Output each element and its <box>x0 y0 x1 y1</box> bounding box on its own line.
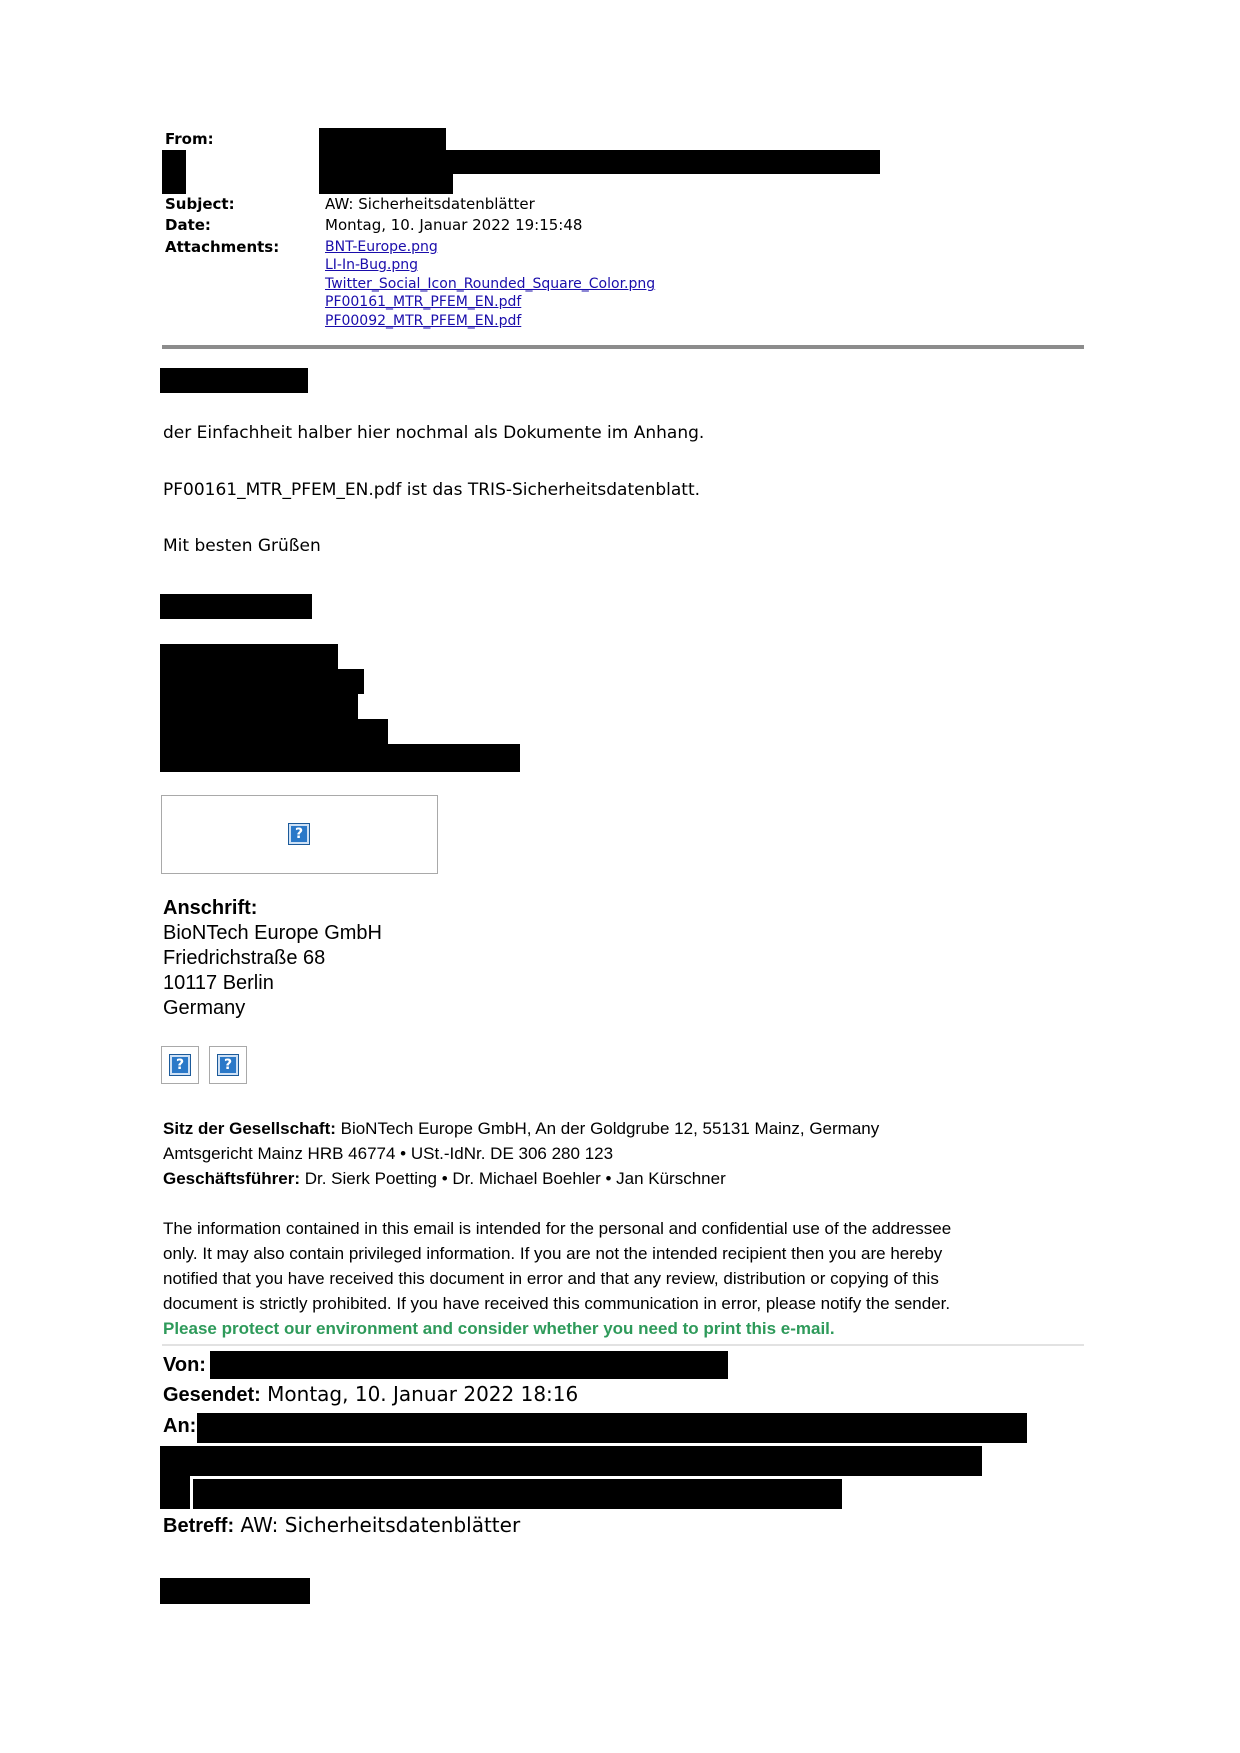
von-label: Von: <box>163 1354 206 1376</box>
redacted-block <box>160 669 364 694</box>
an-row <box>163 1413 196 1438</box>
attachments-label: Attachments: <box>165 238 280 256</box>
redacted-greeting <box>160 368 308 393</box>
gesendet-label: Gesendet: <box>163 1384 261 1406</box>
broken-image-icon: ? <box>217 1054 239 1076</box>
redacted-block <box>319 172 453 194</box>
address-line: Friedrichstraße 68 <box>163 947 326 969</box>
seat-value: BioNTech Europe GmbH, An der Goldgrube 12, 55131 Mainz, Germany <box>335 1119 880 1138</box>
linkedin-image-placeholder[interactable] <box>161 1046 199 1084</box>
body-line: der Einfachheit halber hier nochmal als Dokumente im Anhang. <box>163 423 705 443</box>
disclaimer-line: notified that you have received this document in error and that any review, distribution or copying of this <box>163 1269 939 1288</box>
betreff-value: AW: Sicherheitsdatenblätter <box>234 1513 521 1537</box>
redacted-block <box>160 1446 982 1476</box>
redacted-block <box>197 1413 1027 1443</box>
redacted-block <box>160 1476 190 1509</box>
an-label: An: <box>163 1415 197 1437</box>
address-line: 10117 Berlin <box>163 972 274 994</box>
redacted-name <box>160 594 312 619</box>
attachment-link[interactable]: BNT-Europe.png <box>325 239 438 255</box>
date-label: Date: <box>165 216 211 234</box>
seat-label: Sitz der Gesellschaft: <box>163 1119 336 1138</box>
md-value: Dr. Sierk Poetting • Dr. Michael Boehler • Jan Kürschner <box>299 1169 726 1188</box>
attachment-link[interactable]: PF00092_MTR_PFEM_EN.pdf <box>325 313 522 329</box>
address-label: Anschrift: <box>163 897 258 919</box>
disclaimer-line: The information contained in this email is intended for the personal and confidential use of the addressee <box>163 1219 952 1238</box>
redacted-block <box>193 1479 842 1509</box>
address-line: Germany <box>163 997 246 1019</box>
managing-directors <box>163 1166 726 1191</box>
attachment-link[interactable]: LI-In-Bug.png <box>325 257 418 273</box>
von-row <box>163 1352 206 1377</box>
address-line: BioNTech Europe GmbH <box>163 922 382 944</box>
header-divider <box>162 345 1084 349</box>
company-seat <box>163 1116 879 1141</box>
gesendet-value: Montag, 10. Januar 2022 18:16 <box>260 1382 579 1406</box>
disclaimer-line: document is strictly prohibited. If you have received this communication in error, please notify the sender. <box>163 1294 951 1313</box>
betreff-row <box>163 1513 520 1538</box>
md-label: Geschäftsführer: <box>163 1169 300 1188</box>
redacted-block <box>160 719 388 744</box>
forward-divider <box>162 1344 1084 1346</box>
twitter-image-placeholder[interactable] <box>209 1046 247 1084</box>
disclaimer-line: only. It may also contain privileged information. If you are not the intended recipient then you are hereby <box>163 1244 943 1263</box>
redacted-block <box>319 150 880 174</box>
logo-image-placeholder <box>161 795 438 874</box>
redacted-block <box>160 644 338 669</box>
attachment-link[interactable]: PF00161_MTR_PFEM_EN.pdf <box>325 294 522 310</box>
redacted-greeting <box>160 1578 310 1604</box>
date-value: Montag, 10. Januar 2022 19:15:48 <box>325 216 583 234</box>
environment-note: Please protect our environment and consider whether you need to print this e-mail. <box>163 1319 835 1338</box>
broken-image-icon: ? <box>288 823 310 845</box>
subject-value: AW: Sicherheitsdatenblätter <box>325 195 535 213</box>
redacted-block <box>210 1351 728 1379</box>
subject-label: Subject: <box>165 195 235 213</box>
redacted-block <box>160 694 358 719</box>
redacted-block <box>319 128 446 152</box>
attachment-link[interactable]: Twitter_Social_Icon_Rounded_Square_Color.png <box>325 276 656 292</box>
from-label: From: <box>165 130 214 148</box>
body-line: PF00161_MTR_PFEM_EN.pdf ist das TRIS-Sicherheitsdatenblatt. <box>163 480 701 500</box>
gesendet-row <box>163 1382 578 1407</box>
betreff-label: Betreff: <box>163 1515 235 1537</box>
broken-image-icon: ? <box>169 1054 191 1076</box>
body-line: Mit besten Grüßen <box>163 536 321 556</box>
redacted-block <box>160 744 520 772</box>
redacted-block <box>162 150 186 194</box>
register-info: Amtsgericht Mainz HRB 46774 • USt.-IdNr. DE 306 280 123 <box>163 1144 614 1163</box>
